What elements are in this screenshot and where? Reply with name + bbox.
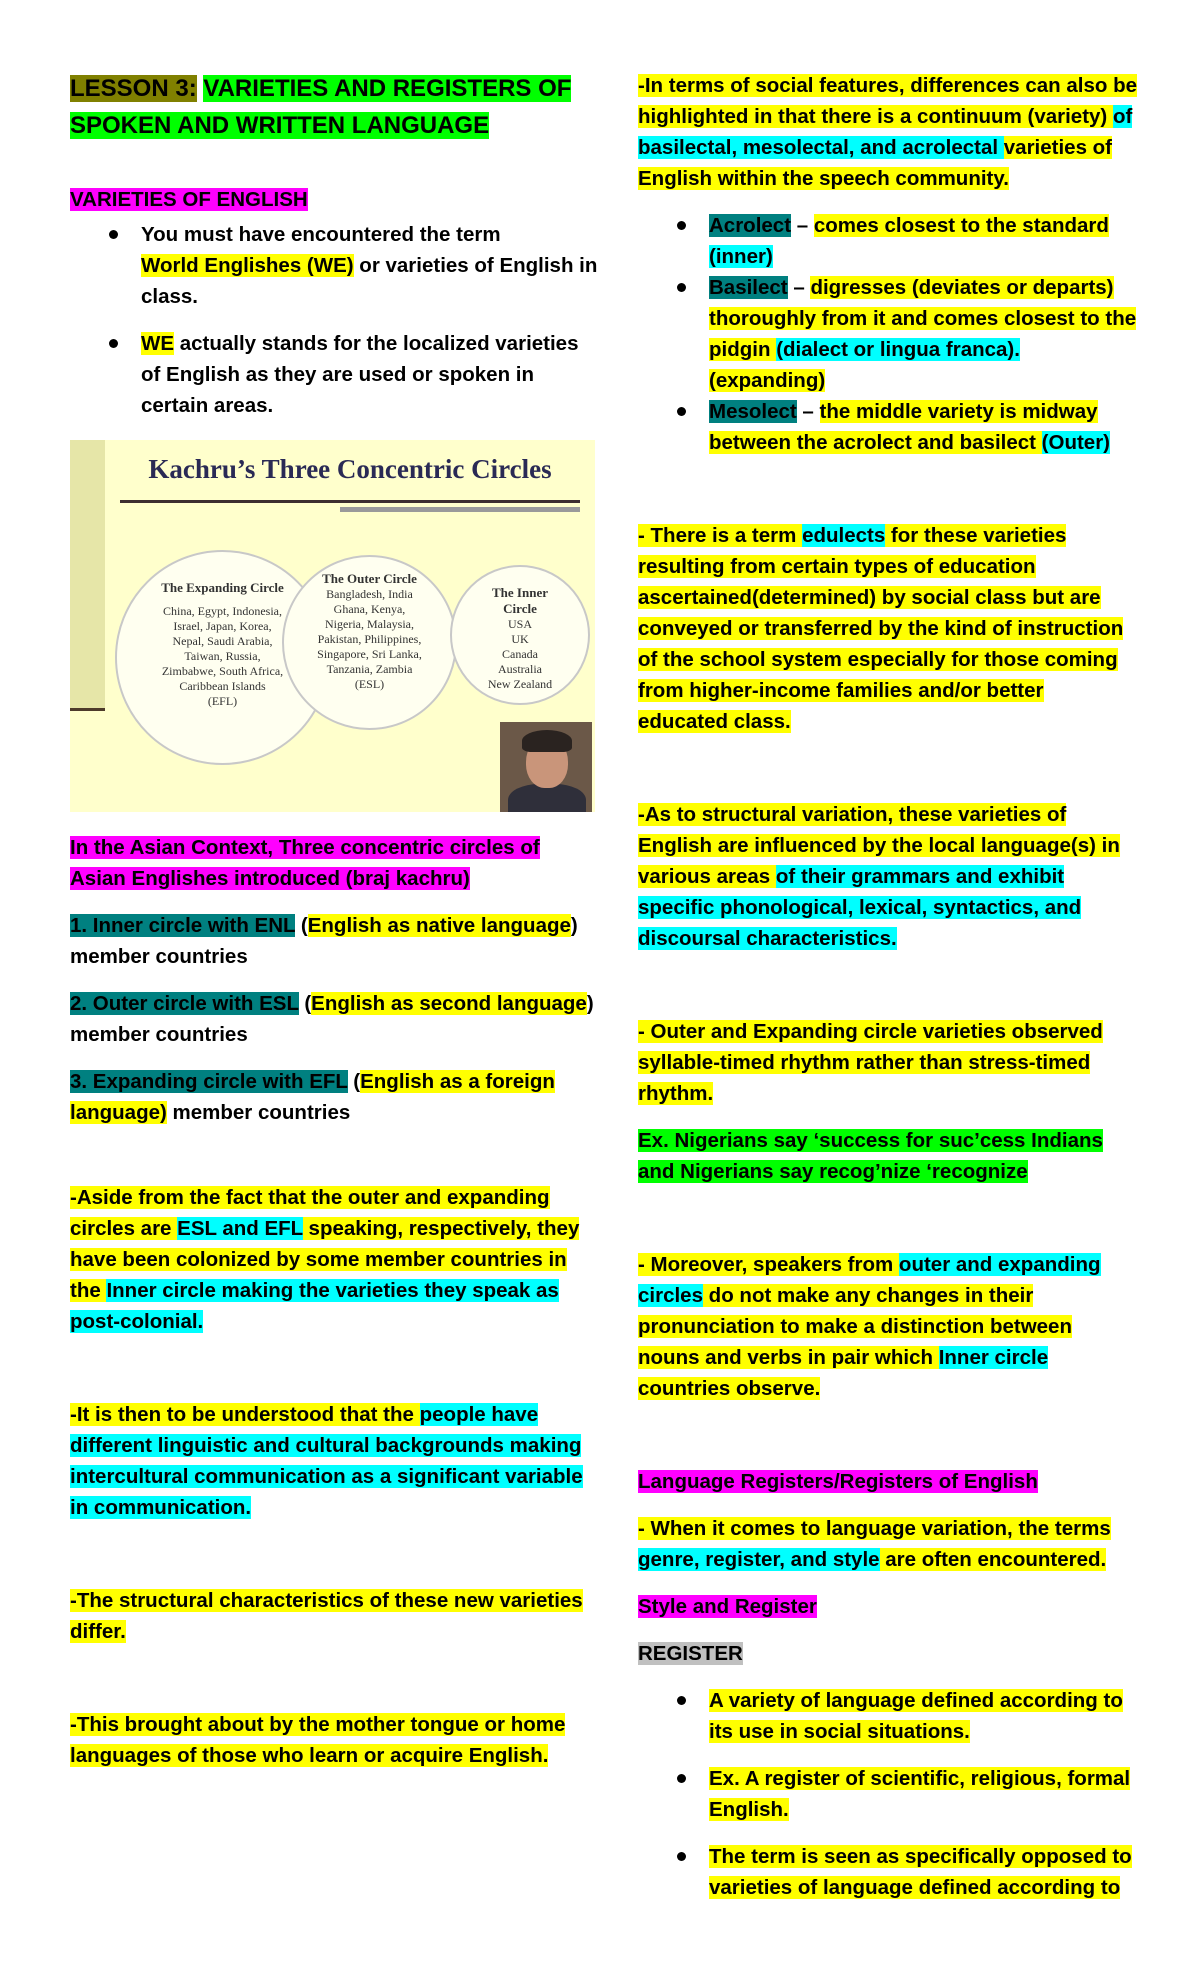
kachru-photo — [500, 722, 592, 812]
left-column — [70, 70, 600, 1771]
figure-title-rule — [120, 500, 580, 503]
understood-paragraph: -It is then to be understood that the people have different linguistic and cultural backgrounds making intercultural communication as a significant variable in communication. — [70, 1403, 583, 1519]
outer-circle-heading: The Outer Circle — [322, 571, 417, 586]
bullet-we-meaning: WE actually stands for the localized varieties of English as they are used or spoken in certain areas. — [70, 328, 600, 421]
circle-item-outer: 2. Outer circle with ESL (English as second language) member countries — [70, 992, 594, 1046]
outer-circle-countries: Bangladesh, India Ghana, Kenya, Nigeria, Malaysia, Pakistan, Philippines, Singapore, Sri Lanka, Tanzania, Zambia (ESL) — [317, 587, 422, 691]
figure-side-rule — [70, 708, 105, 711]
circle-item-expanding: 3. Expanding circle with EFL (English as a foreign language) member countries — [70, 1070, 555, 1124]
register-bullet: Ex. A register of scientific, religious, formal English. — [638, 1763, 1138, 1825]
structural-paragraph: -The structural characteristics of these new varieties differ. — [70, 1589, 583, 1643]
intro-bullets — [70, 219, 600, 421]
aside-paragraph: -Aside from the fact that the outer and expanding circles are ESL and EFL speaking, respectively, they have been colonized by some member countries in the Inner circle making the varieties they speak as post-colonial. — [70, 1186, 580, 1333]
outer-circle — [282, 555, 457, 730]
varieties-heading: VARIETIES OF ENGLISH — [70, 188, 308, 211]
inner-circle-countries: USA UK Canada Australia New Zealand — [487, 617, 553, 691]
register-bullets — [638, 1685, 1138, 1903]
register-bullet: A variety of language defined according to its use in social situations. — [638, 1685, 1138, 1747]
moreover-paragraph: - Moreover, speakers from outer and expanding circles do not make any changes in their pronunciation to make a distinction between nouns and verbs in pair which Inner circle countries observe. — [638, 1253, 1101, 1400]
inner-circle — [450, 565, 590, 705]
bullet-acrolect: Acrolect – comes closest to the standard (inner) — [638, 210, 1138, 272]
mother-tongue-paragraph: -This brought about by the mother tongue or home languages of those who learn or acquire English. — [70, 1713, 566, 1767]
lesson-label: LESSON 3: — [70, 75, 197, 102]
figure-side-band — [70, 440, 105, 708]
bullet-mesolect: Mesolect – the middle variety is midway between the acrolect and basilect (Outer) — [638, 396, 1138, 458]
language-registers-heading: Language Registers/Registers of English — [638, 1470, 1038, 1493]
lesson-title-line1: VARIETIES AND REGISTERS OF — [203, 75, 572, 102]
figure-gray-rule — [340, 507, 580, 512]
lect-bullets — [638, 210, 1138, 458]
bullet-world-englishes: You must have encountered the term World Englishes (WE) or varieties of English in class. — [70, 219, 600, 312]
lesson-title-line2: SPOKEN AND WRITTEN LANGUAGE — [70, 112, 490, 139]
nigerian-example: Ex. Nigerians say ‘success for suc’cess Indians and Nigerians say recog’nize ‘recognize — [638, 1129, 1103, 1183]
bullet-basilect: Basilect – digresses (deviates or departs) thoroughly from it and comes closest to the pidgin (dialect or lingua franca). (expanding) — [638, 272, 1138, 396]
rhythm-paragraph: - Outer and Expanding circle varieties observed syllable-timed rhythm rather than stress-timed rhythm. — [638, 1020, 1103, 1105]
edulects-paragraph: - There is a term edulects for these varieties resulting from certain types of education ascertained(determined) by social class but are conveyed or transferred by the kind of instruction of the school system especially for those coming from higher-income families and/or better educated class. — [638, 524, 1124, 733]
social-features-paragraph: -In terms of social features, differences can also be highlighted in that there is a continuum (variety) of basilectal, mesolectal, and acrolectal varieties of English within the speech community. — [638, 74, 1138, 190]
register-bullet: The term is seen as specifically opposed to varieties of language defined according to — [638, 1841, 1138, 1903]
structural-variation-paragraph: -As to structural variation, these varieties of English are influenced by the local language(s) in various areas of their grammars and exhibit specific phonological, lexical, syntactics, and discoursal characteristics. — [638, 803, 1120, 950]
circle-item-inner: 1. Inner circle with ENL (English as native language) member countries — [70, 914, 578, 968]
variation-terms-paragraph: - When it comes to language variation, the terms genre, register, and style are often encountered. — [638, 1517, 1111, 1571]
style-register-heading: Style and Register — [638, 1595, 817, 1618]
register-heading: REGISTER — [638, 1642, 743, 1665]
figure-title: Kachru’s Three Concentric Circles — [148, 454, 552, 484]
asian-context: In the Asian Context, Three concentric circles of Asian Englishes introduced (braj kachru) — [70, 836, 540, 890]
inner-circle-heading: The Inner Circle — [492, 585, 548, 616]
kachru-circles-figure — [70, 440, 595, 812]
expanding-circle-heading: The Expanding Circle — [161, 580, 284, 595]
right-column — [638, 70, 1138, 1903]
expanding-circle-countries: China, Egypt, Indonesia, Israel, Japan, Korea, Nepal, Saudi Arabia, Taiwan, Russia, Zimbabwe, South Africa, Caribbean Islands (EFL) — [161, 604, 284, 708]
lesson-title — [70, 70, 600, 144]
